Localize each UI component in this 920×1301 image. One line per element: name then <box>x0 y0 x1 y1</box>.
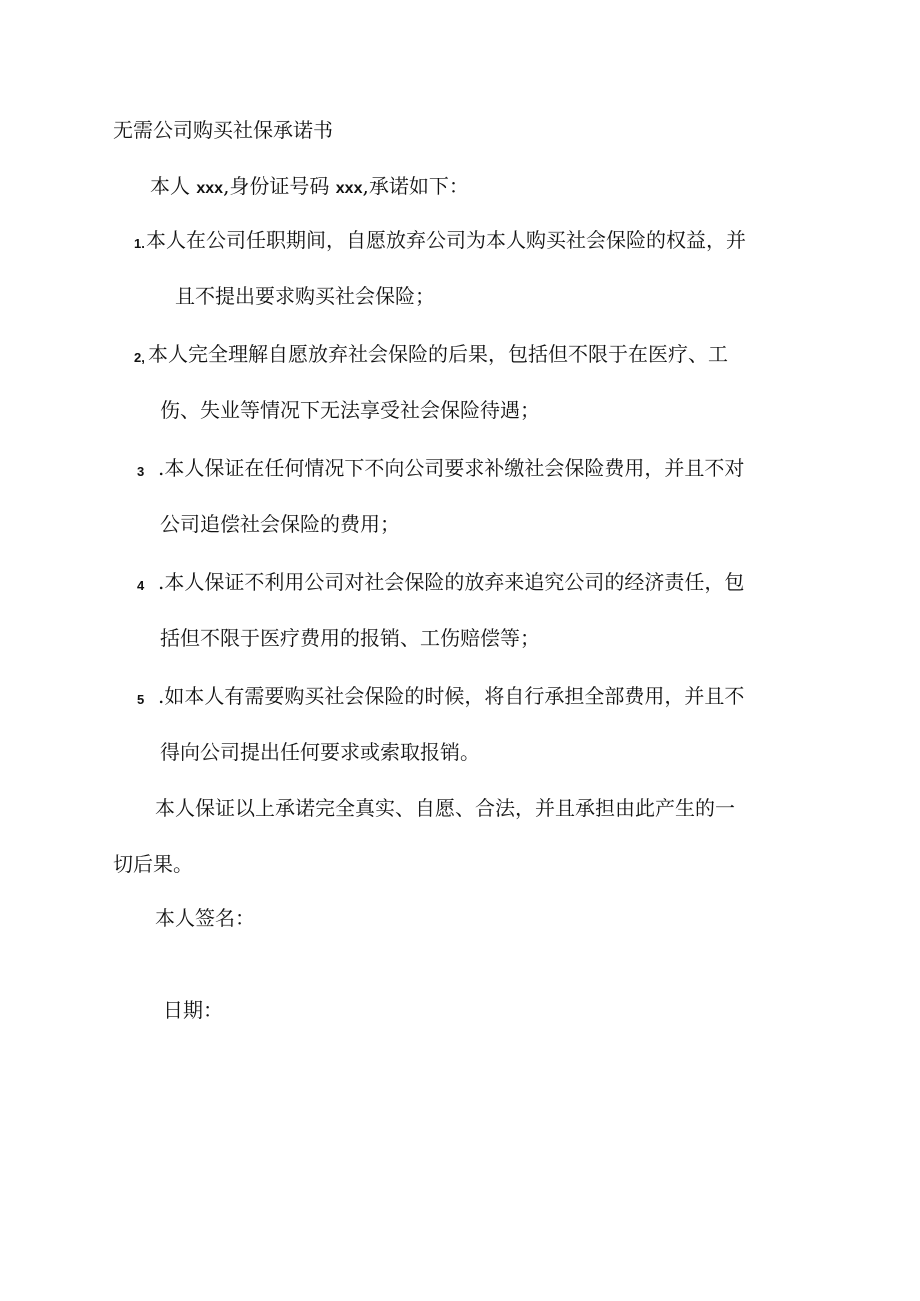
item-4-number: 4 <box>137 578 145 593</box>
item-1-number: 1. <box>134 236 145 251</box>
item-3-number: 3 <box>137 464 145 479</box>
item-1-line-2: 且不提出要求购买社会保险； <box>175 284 435 308</box>
intro-prefix: 本人 <box>150 174 190 198</box>
closing-line-1: 本人保证以上承诺完全真实、自愿、合法，并且承担由此产生的一 <box>155 796 735 820</box>
item-5-number: 5 <box>137 692 145 707</box>
date-label: 日期： <box>163 998 223 1022</box>
item-2-line-2: 伤、失业等情况下无法享受社会保险待遇； <box>160 398 540 422</box>
item-4-line-2: 括但不限于医疗费用的报销、工伤赔偿等； <box>160 626 540 650</box>
item-5-line-2: 得向公司提出任何要求或索取报销。 <box>160 740 480 764</box>
item-3-line-1: .本人保证在任何情况下不向公司要求补缴社会保险费用，并且不对 <box>158 456 745 480</box>
document-title: 无需公司购买社保承诺书 <box>113 118 333 142</box>
item-2-number: 2, <box>134 350 145 365</box>
closing-line-2: 切后果。 <box>113 852 193 876</box>
item-5-line-1: .如本人有需要购买社会保险的时候，将自行承担全部费用，并且不 <box>158 684 745 708</box>
signature-label: 本人签名： <box>155 906 255 930</box>
item-2-line-1: 本人完全理解自愿放弃社会保险的后果，包括但不限于在医疗、工 <box>148 342 728 366</box>
intro-paragraph <box>150 172 469 203</box>
intro-suffix: ,承诺如下： <box>362 174 469 198</box>
intro-mid: ,身份证号码 <box>223 174 330 198</box>
intro-name-placeholder: xxx <box>196 180 224 197</box>
item-3-line-2: 公司追偿社会保险的费用； <box>160 512 400 536</box>
item-4-line-1: .本人保证不利用公司对社会保险的放弃来追究公司的经济责任，包 <box>158 570 745 594</box>
item-1-line-1: 本人在公司任职期间，自愿放弃公司为本人购买社会保险的权益，并 <box>146 228 746 252</box>
intro-id-placeholder: xxx <box>335 180 363 197</box>
